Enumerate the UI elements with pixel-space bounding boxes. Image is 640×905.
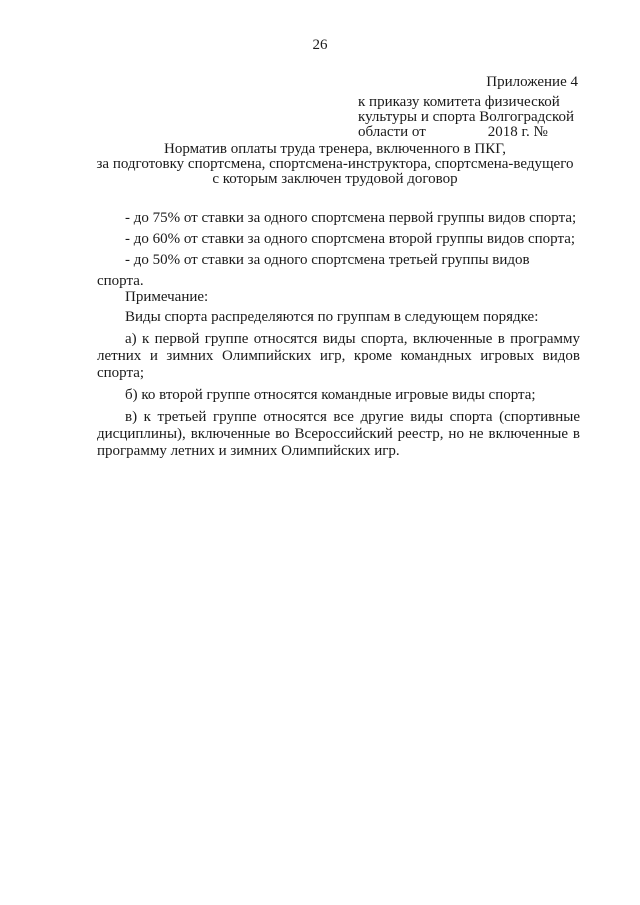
rates-list [97, 208, 580, 292]
title-line-2: за подготовку спортсмена, спортсмена-инструктора, спортсмена-ведущего [96, 156, 574, 172]
title-line-3: с которым заключен трудовой договор [212, 171, 458, 187]
page-number: 26 [312, 37, 328, 53]
rate-item-first-group: - до 75% от ставки за одного спортсмена первой группы видов спорта; [125, 210, 577, 226]
title-line-1: Норматив оплаты труда тренера, включенного в ПКГ, [164, 141, 506, 157]
rate-item-third-group-continuation: спорта. [97, 273, 144, 289]
order-reference-line-2: культуры и спорта Волгоградской [358, 109, 574, 125]
notes-intro: Виды спорта распределяются по группам в следующем порядке: [125, 309, 539, 325]
note-heading: Примечание: [125, 289, 209, 305]
document-title [80, 142, 590, 187]
order-reference-line-1: к приказу комитета физической [358, 94, 560, 110]
note-group-c: в) к третьей группе относятся все другие виды спорта (спортивные дисциплины), включенные во Всероссийский реестр, но не включенные в программу летних и зимних Олимпийских игр. [97, 409, 580, 459]
note-group-b: б) ко второй группе относятся командные игровые виды спорта; [125, 387, 536, 403]
order-date-prefix: области от [358, 124, 426, 140]
notes-section [97, 309, 580, 460]
note-group-a: а) к первой группе относятся виды спорта, включенные в программу летних и зимних Олимпийских игр, кроме командных игровых видов спорта; [97, 331, 580, 381]
order-reference [358, 95, 580, 140]
rate-item-second-group: - до 60% от ставки за одного спортсмена второй группы видов спорта; [125, 231, 576, 247]
appendix-label: Приложение 4 [486, 74, 578, 90]
order-reference-line-3 [358, 125, 580, 140]
order-year-number: 2018 г. № [487, 124, 548, 140]
rate-item-third-group: - до 50% от ставки за одного спортсмена третьей группы видов [125, 252, 530, 268]
